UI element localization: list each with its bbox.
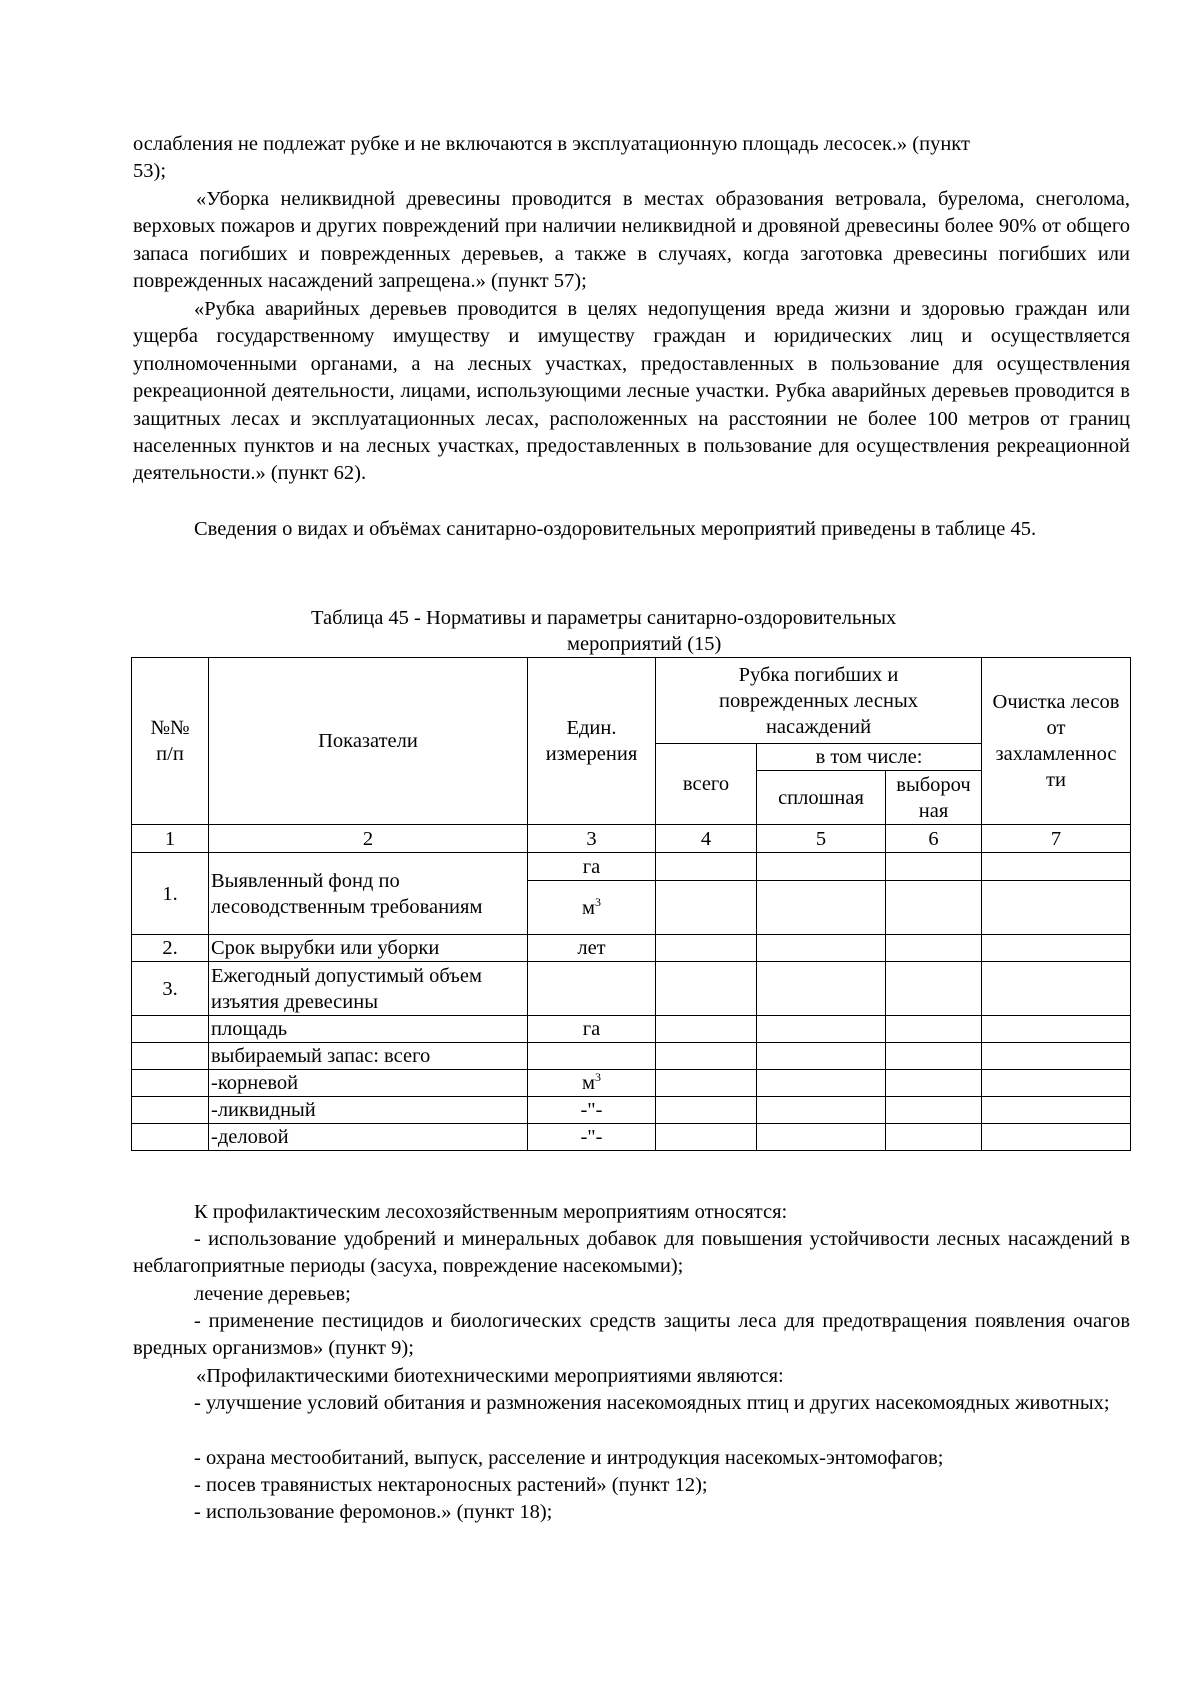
- outro-line-3: лечение деревьев;: [194, 1283, 351, 1305]
- intro-p1-line1: ослабления не подлежат рубке и не включаются в эксплуатационную площадь лесосек.» (пункт: [133, 133, 970, 155]
- row-2-indicator: Срок вырубки или уборки: [209, 935, 528, 962]
- table-caption-line2: мероприятий (15): [567, 633, 722, 655]
- row-8-unit: -"-: [528, 1124, 656, 1151]
- table-cell: [656, 1070, 757, 1097]
- table-cell: [656, 1124, 757, 1151]
- table-cell: [656, 853, 757, 881]
- header-num: №№ п/п: [132, 658, 209, 825]
- row-4-indicator: площадь: [209, 1016, 528, 1043]
- row-8-indicator: -деловой: [209, 1124, 528, 1151]
- table-cell: [886, 1043, 982, 1070]
- row-3-unit: [528, 962, 656, 1016]
- outro-line-8: - посев травянистых нектароносных растений» (пункт 12);: [194, 1474, 708, 1496]
- table-cell: [982, 1043, 1131, 1070]
- col-number: 5: [757, 825, 886, 853]
- table-cell: [982, 935, 1131, 962]
- table-cell: [757, 1016, 886, 1043]
- row-5-unit: [528, 1043, 656, 1070]
- table-caption-line1: Таблица 45 - Нормативы и параметры санитарно-оздоровительных: [311, 607, 897, 629]
- table-cell: [886, 1124, 982, 1151]
- intro-paragraph-4: Сведения о видах и объёмах санитарно-оздоровительных мероприятий приведены в таблице 45.: [194, 518, 1037, 540]
- table-cell: [757, 881, 886, 935]
- table-cell: [656, 881, 757, 935]
- table-cell: [886, 1097, 982, 1124]
- row-1-unit-b-sup: 3: [594, 894, 601, 909]
- row-7-indicator: -ликвидный: [209, 1097, 528, 1124]
- row-2-num: 2.: [132, 935, 209, 962]
- table-cell: [982, 1070, 1131, 1097]
- row-1-indicator: Выявленный фонд по лесоводственным требованиям: [209, 853, 528, 935]
- row-1-num: 1.: [132, 853, 209, 935]
- outro-line-9: - использование феромонов.» (пункт 18);: [194, 1501, 553, 1523]
- row-8-num: [132, 1124, 209, 1151]
- row-6-indicator: -корневой: [209, 1070, 528, 1097]
- col-number: 2: [209, 825, 528, 853]
- outro-line-7: - охрана местообитаний, выпуск, расселение и интродукция насекомых-энтомофагов;: [194, 1447, 944, 1469]
- col-number: 3: [528, 825, 656, 853]
- row-1-unit-b-text: м: [582, 896, 595, 919]
- row-2-unit: лет: [528, 935, 656, 962]
- outro-line-5: «Профилактическими биотехническими мероприятиями являются:: [196, 1365, 784, 1387]
- table-cell: [982, 1016, 1131, 1043]
- table-cell: [656, 1043, 757, 1070]
- header-cleaning: Очистка лесов от захламленнос ти: [982, 658, 1131, 825]
- table-cell: [757, 1043, 886, 1070]
- table-cell: [886, 962, 982, 1016]
- header-clear: сплошная: [757, 771, 886, 825]
- row-3-indicator: Ежегодный допустимый объем изъятия древесины: [209, 962, 528, 1016]
- outro-paragraph-4: - применение пестицидов и биологических средств защиты леса для предотвращения появления очагов вредных организмов» (пункт 9);: [133, 1310, 1130, 1360]
- header-indicators: Показатели: [209, 658, 528, 825]
- outro-paragraph-2: - использование удобрений и минеральных добавок для повышения устойчивости лесных насаждений в неблагоприятные периоды (засуха, повреждение насекомыми);: [133, 1228, 1130, 1278]
- row-6-unit-sup: 3: [594, 1070, 601, 1085]
- row-6-num: [132, 1070, 209, 1097]
- header-felling: Рубка погибших и поврежденных лесных насаждений: [656, 658, 982, 744]
- col-number: 7: [982, 825, 1131, 853]
- table-cell: [886, 935, 982, 962]
- intro-paragraph-2: «Уборка неликвидной древесины проводится в местах образования ветровала, бурелома, снеголома, верховых пожаров и других повреждений при наличии неликвидной и дровяной древесины более 90% от общего запаса погибших и поврежденных деревьев, а также в случаях, когда заготовка древесины погибших или поврежденных насаждений запрещена.» (пункт 57);: [133, 188, 1130, 293]
- table-45: [131, 657, 1131, 1151]
- intro-paragraph-3: «Рубка аварийных деревьев проводится в целях недопущения вреда жизни и здоровью граждан или ущерба государственному имуществу и имуществу граждан и юридических лиц и осуществляется уполномоченными органами, а на лесных участках, предоставленных в пользование для осуществления рекреационной деятельности, лицами, использующими лесные участки. Рубка аварийных деревьев проводится в защитных лесах и эксплуатационных лесах, расположенных на расстоянии не более 100 метров от границ населенных пунктов и на лесных участках, предоставленных в пользование для осуществления рекреационной деятельности.» (пункт 62).: [133, 298, 1130, 485]
- row-6-unit-text: м: [582, 1072, 595, 1094]
- row-4-unit: га: [528, 1016, 656, 1043]
- header-total: всего: [656, 744, 757, 825]
- table-cell: [982, 853, 1131, 881]
- table-cell: [656, 962, 757, 1016]
- outro-paragraph-6: - улучшение условий обитания и размножения насекомоядных птиц и других насекомоядных животных;: [194, 1392, 1110, 1414]
- table-cell: [886, 1016, 982, 1043]
- row-6-unit: [528, 1070, 656, 1097]
- row-7-num: [132, 1097, 209, 1124]
- table-cell: [982, 881, 1131, 935]
- col-number: 4: [656, 825, 757, 853]
- row-7-unit: -"-: [528, 1097, 656, 1124]
- row-4-num: [132, 1016, 209, 1043]
- table-cell: [886, 853, 982, 881]
- table-cell: [982, 962, 1131, 1016]
- table-cell: [982, 1124, 1131, 1151]
- col-number: 1: [132, 825, 209, 853]
- table-cell: [656, 1097, 757, 1124]
- table-cell: [656, 935, 757, 962]
- row-5-num: [132, 1043, 209, 1070]
- table-cell: [757, 1097, 886, 1124]
- col-number: 6: [886, 825, 982, 853]
- table-cell: [982, 1097, 1131, 1124]
- row-5-indicator: выбираемый запас: всего: [209, 1043, 528, 1070]
- row-3-num: 3.: [132, 962, 209, 1016]
- header-including: в том числе:: [757, 744, 982, 771]
- table-cell: [886, 881, 982, 935]
- table-cell: [757, 853, 886, 881]
- header-unit: Един. измерения: [528, 658, 656, 825]
- row-1-unit-a: га: [528, 853, 656, 881]
- table-cell: [757, 1070, 886, 1097]
- table-cell: [757, 935, 886, 962]
- outro-line-1: К профилактическим лесохозяйственным мероприятиям относятся:: [194, 1201, 788, 1223]
- table-cell: [757, 962, 886, 1016]
- table-cell: [656, 1016, 757, 1043]
- header-selective: выбороч ная: [886, 771, 982, 825]
- table-cell: [757, 1124, 886, 1151]
- row-1-unit-b: [528, 881, 656, 935]
- intro-p1-line2: 53);: [133, 160, 167, 182]
- table-cell: [886, 1070, 982, 1097]
